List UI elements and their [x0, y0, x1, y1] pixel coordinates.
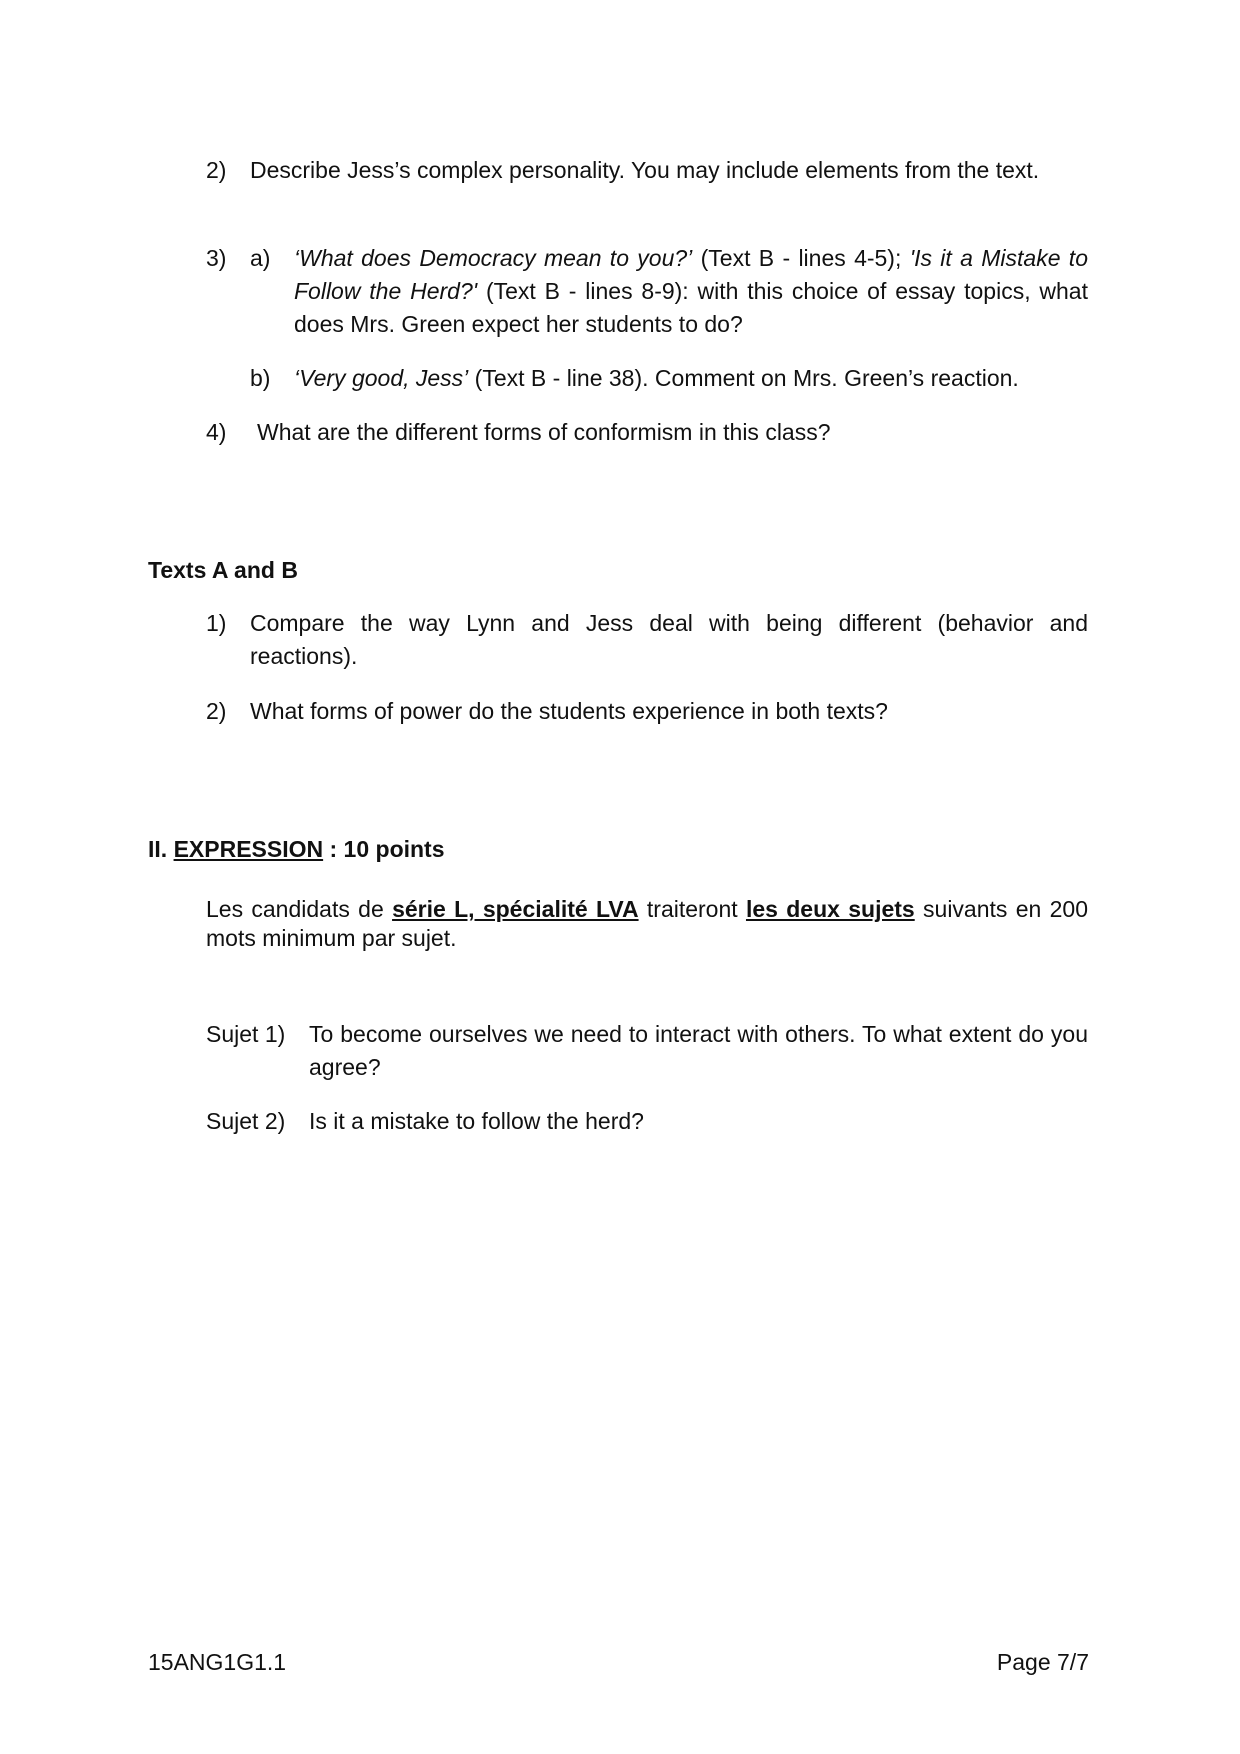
heading-prefix: II.: [148, 836, 174, 862]
question-number: 4): [206, 419, 227, 445]
sujet-text: To become ourselves we need to interact with others. To what extent do you agree?: [309, 1021, 1088, 1080]
quote: ‘What does Democracy mean to you?’: [294, 245, 693, 271]
text-ref: (Text B - lines 4-5);: [692, 245, 910, 271]
footer-code: 15ANG1G1.1: [148, 1649, 287, 1675]
question-number: 2): [206, 157, 227, 183]
sujet-label: Sujet 1): [206, 1021, 286, 1047]
question-body: (Text B - lines 8-9): with this choice of essay topics, what does Mrs. Green expect her students to do?: [294, 278, 1088, 337]
sujet-label: Sujet 2): [206, 1108, 286, 1134]
intro-text: suivants en 200 mots minimum par sujet.: [206, 896, 1088, 951]
question-3b-text: [294, 362, 1094, 395]
question-body: (Text B - line 38). Comment on Mrs. Green’s reaction.: [468, 365, 1019, 391]
question-3a-text: [294, 242, 1088, 341]
question-text: What forms of power do the students experience in both texts?: [250, 698, 888, 724]
intro-bold: les deux sujets: [745, 896, 915, 922]
question-text: What are the different forms of conformism in this class?: [257, 419, 831, 445]
footer-page-number: Page 7/7: [996, 1649, 1089, 1675]
question-text: Describe Jess’s complex personality. You may include elements from the text.: [250, 157, 1040, 183]
quote: ‘Very good, Jess’: [294, 365, 469, 391]
question-number: 1): [206, 610, 227, 636]
expression-heading: [148, 833, 445, 866]
heading-suffix: : 10 points: [323, 836, 445, 862]
question-number: 2): [206, 698, 227, 724]
sujet-text: Is it a mistake to follow the herd?: [309, 1108, 644, 1134]
section-heading: Texts A and B: [148, 557, 298, 583]
question-number: 3): [206, 245, 227, 271]
quote: 'Is it a Mistake to Follow the Herd?': [294, 245, 1088, 304]
intro-bold: série L, spécialité LVA: [392, 896, 639, 922]
question-text: Compare the way Lynn and Jess deal with being different (behavior and reactions).: [250, 610, 1088, 669]
intro-text: traiteront: [638, 896, 746, 922]
sub-question-label: b): [250, 365, 271, 391]
heading-main: EXPRESSION: [173, 836, 324, 862]
intro-text: Les candidats de: [206, 896, 393, 922]
sub-question-label: a): [250, 245, 271, 271]
expression-intro: [206, 895, 1088, 953]
